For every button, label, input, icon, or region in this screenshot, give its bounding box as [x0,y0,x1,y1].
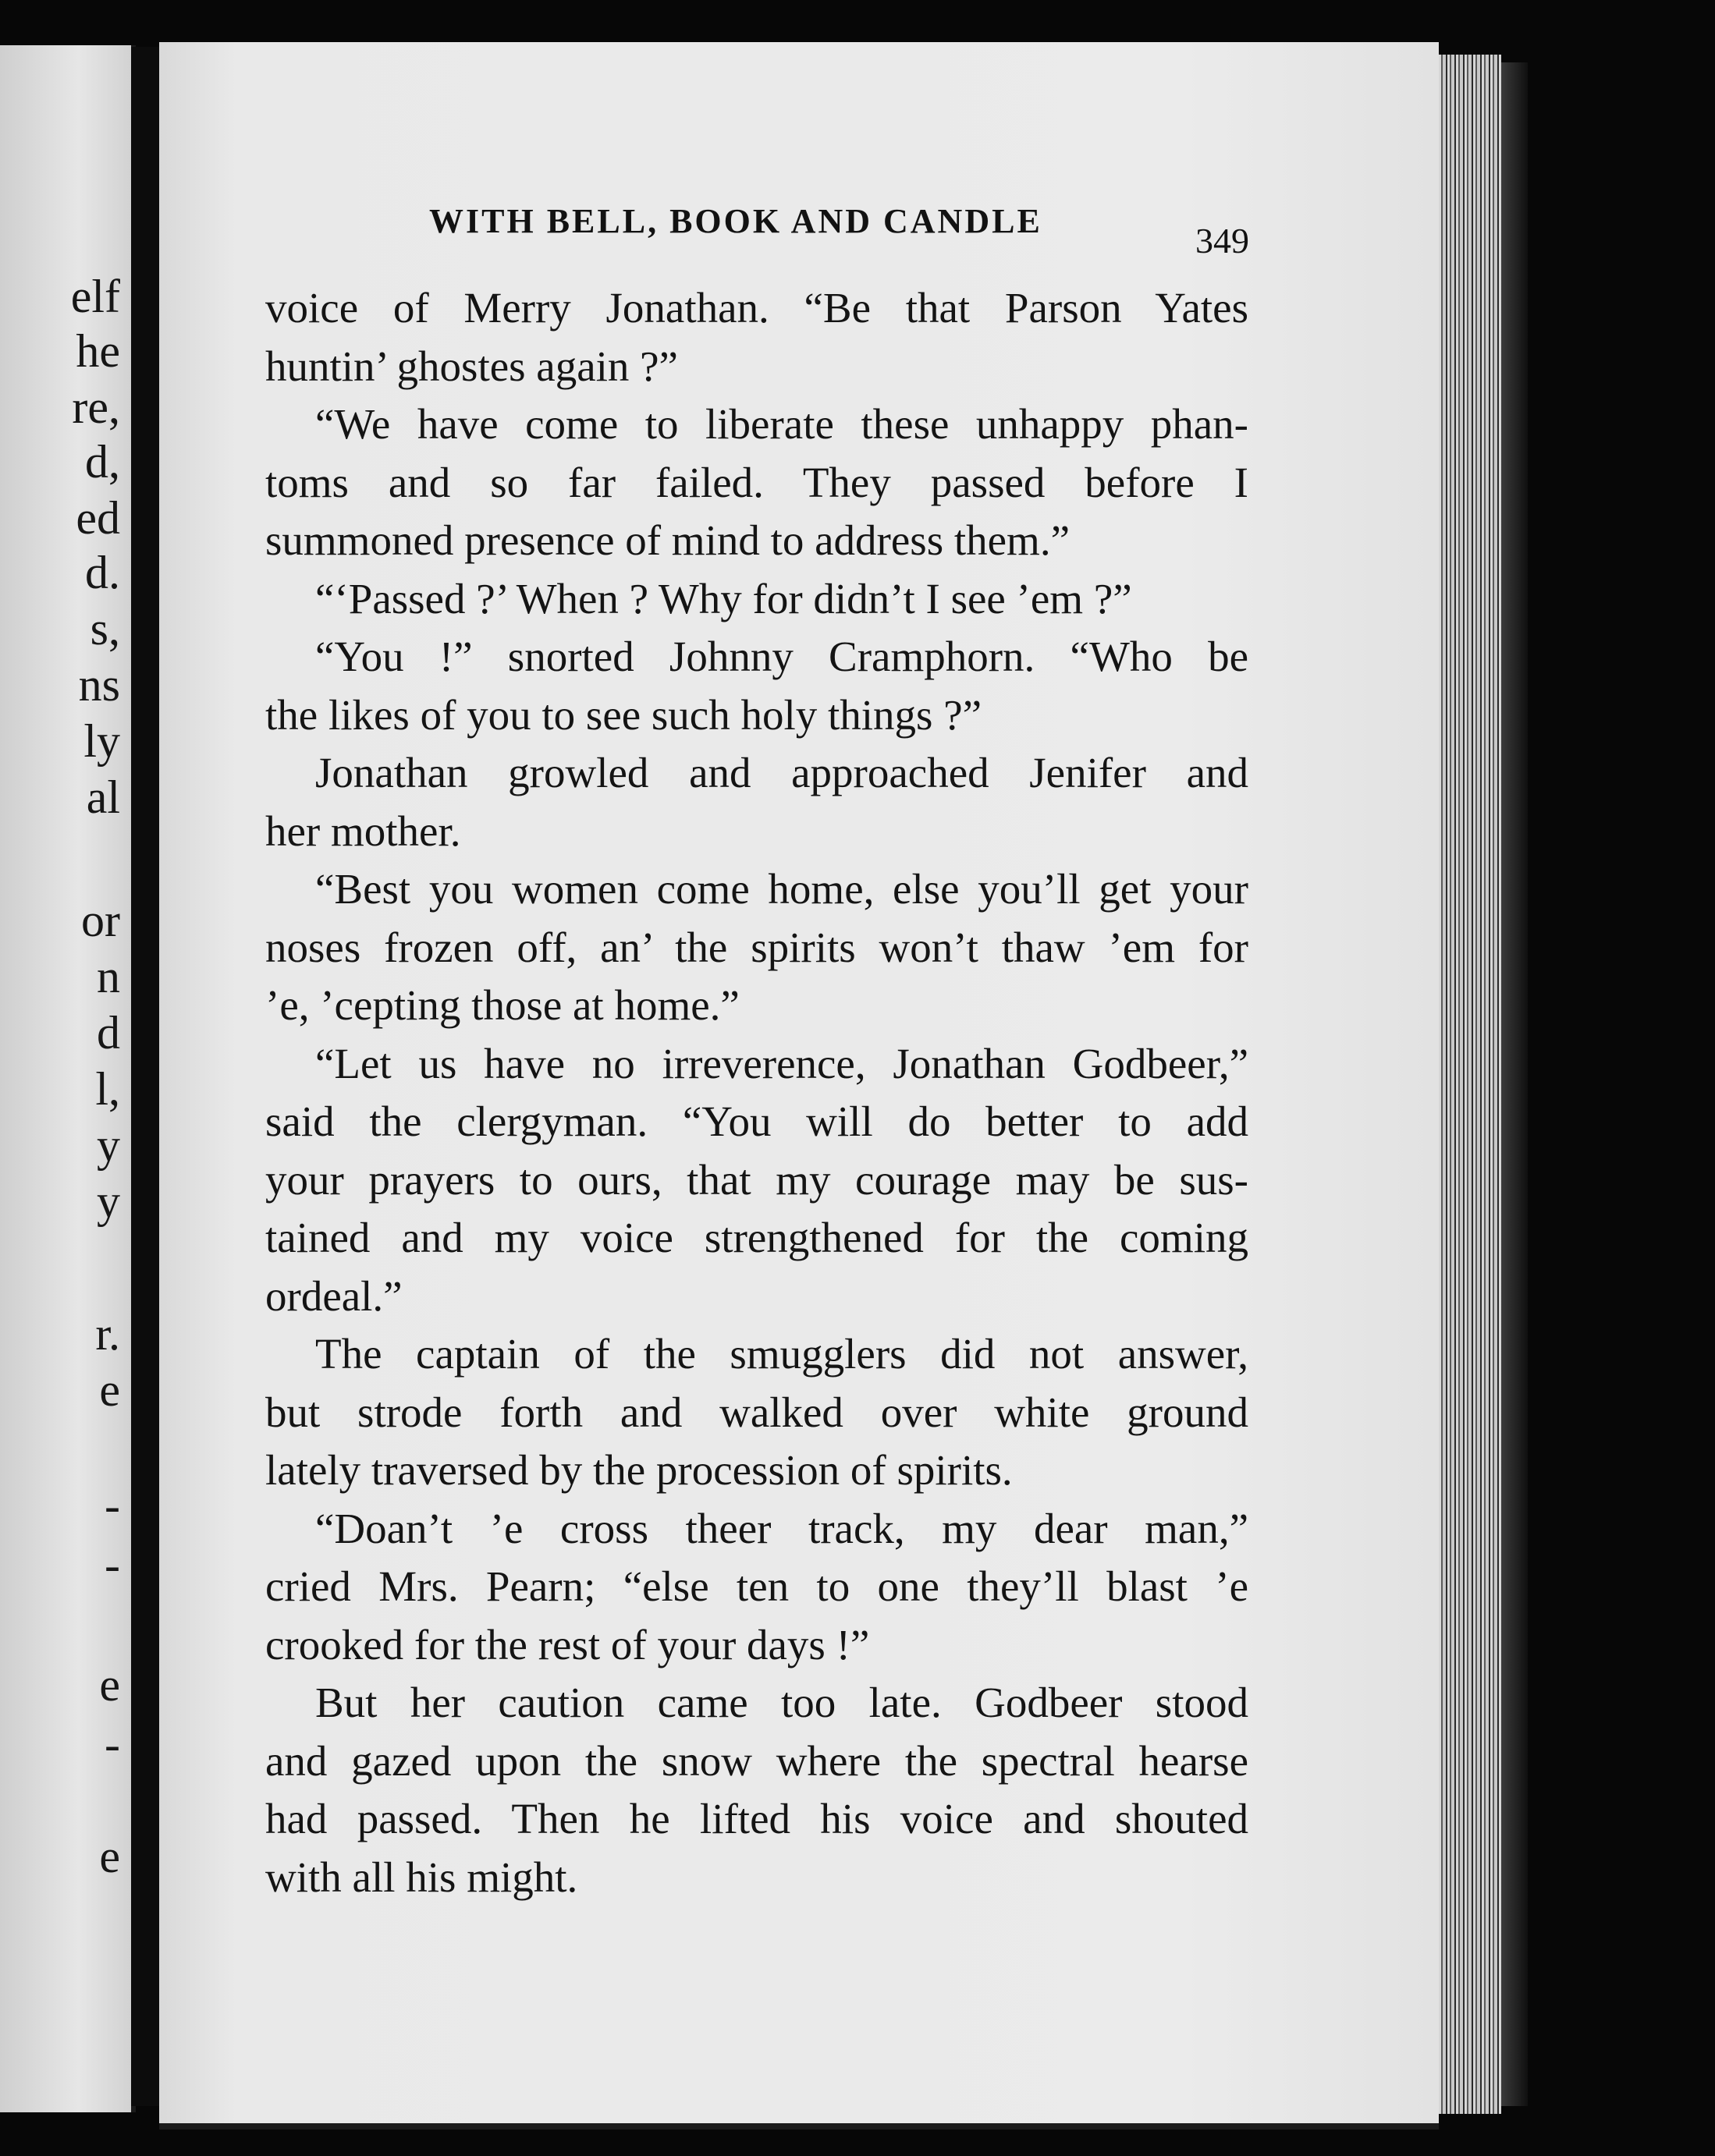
text-line: “Doan’t ’e cross theer track, my dear man,” [315,1504,1248,1552]
left-page-text-fragment: e [99,1831,120,1882]
text-line: The captain of the smugglers did not answer, [315,1330,1248,1378]
left-page-text-fragment: r. [95,1308,120,1360]
left-page-text-fragment: - [105,1718,120,1770]
text-line: had passed. Then he lifted his voice and shouted [265,1795,1248,1842]
text-line: your prayers to ours, that my courage may be sus- [265,1155,1248,1204]
left-page-text-fragment: d [97,1007,120,1058]
left-page-text-fragment: l, [95,1063,120,1115]
text-line: Jonathan growled and approached Jenifer and [315,749,1248,796]
left-page-text-fragment: y [97,1119,120,1171]
text-line: her mother. [265,807,461,855]
text-line: crooked for the rest of your days !” [265,1620,870,1668]
text-line: huntin’ ghostes again ?” [265,342,678,390]
left-page-text-fragment: d. [85,547,120,598]
left-page-text-fragment: elf [70,271,120,322]
text-line: “Best you women come home, else you’ll get your [315,865,1248,913]
text-line: tained and my voice strengthened for the coming [265,1214,1248,1261]
text-line: said the clergyman. “You will do better to add [265,1098,1248,1145]
left-page-text-fragment: s, [90,603,120,654]
left-page-text-fragment: or [81,895,120,946]
text-line: cried Mrs. Pearn; “else ten to one they’ll blast ’e [265,1562,1248,1610]
text-line: “‘Passed ?’ When ? Why for didn’t I see ’em ?” [315,574,1132,622]
left-page-text-fragment: he [76,325,120,377]
left-page-text-fragment: re, [72,381,120,433]
text-line: “Let us have no irreverence, Jonathan Godbeer,” [315,1039,1248,1087]
text-line: and gazed upon the snow where the spectral hearse [265,1736,1248,1785]
page-edge-stack [1439,55,1501,2114]
text-line: ’e, ’cepting those at home.” [265,981,740,1029]
text-line: lately traversed by the procession of spirits. [265,1446,1013,1494]
text-line: the likes of you to see such holy things ?” [265,690,982,739]
running-header: WITH BELL, BOOK AND CANDLE [429,202,1042,240]
left-page-text-fragment: n [97,951,120,1002]
left-facing-page [0,45,136,2112]
text-line: “You !” snorted Johnny Cramphorn. “Who be [315,633,1248,680]
body-text [265,279,1248,1906]
text-line: toms and so far failed. They passed before I [265,458,1248,506]
left-page-text-fragment: - [105,1480,120,1531]
text-line: summoned presence of mind to address them.” [265,516,1070,564]
left-page-text-fragment: e [99,1364,120,1416]
left-page-text-fragment: e [99,1659,120,1711]
left-page-text-fragment: - [105,1539,120,1590]
text-line: ordeal.” [265,1271,403,1320]
text-line: voice of Merry Jonathan. “Be that Parson Yates [265,284,1248,332]
text-line: but strode forth and walked over white ground [265,1388,1248,1436]
left-page-text-fragment: ed [76,492,120,544]
left-page-text-fragment: d, [85,436,120,488]
left-page-text-fragment: ns [78,659,120,711]
left-page-text-fragment: y [97,1176,120,1227]
text-line: But her caution came too late. Godbeer stood [315,1679,1248,1726]
left-page-text-fragment: ly [83,715,120,767]
page-edge-shadow [1501,62,1528,2106]
text-line: noses frozen off, an’ the spirits won’t thaw ’em for [265,923,1248,971]
text-line: with all his might. [265,1853,578,1901]
left-page-text-fragment: al [86,771,120,823]
text-line: “We have come to liberate these unhappy phan- [315,400,1248,448]
book-gutter [131,47,159,2106]
page-number: 349 [1195,221,1249,261]
